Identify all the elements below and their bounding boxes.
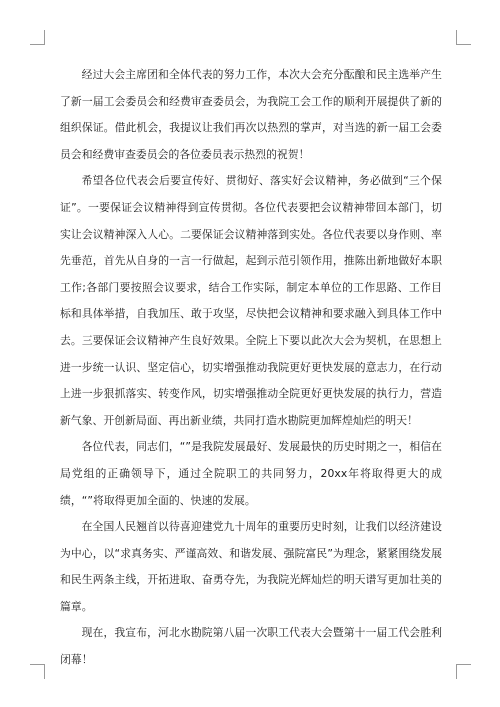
crop-mark-bottom-right bbox=[456, 664, 471, 679]
crop-mark-bottom-left bbox=[30, 664, 45, 679]
paragraph-election-result: 经过大会主席团和全体代表的努力工作，本次大会充分酝酿和民主选举产生了新一届工会委员会和经费审查委员会，为我院工会工作的顺利开展提供了新的组织保证。借此机会，我提议让我们再次以热烈的掌声，对当选的新一届工会委员会和经费审查委员会的各位委员表示热烈的祝贺！ bbox=[60, 68, 442, 161]
paragraph-three-guarantees: 希望各位代表会后要宣传好、贯彻好、落实好会议精神，务必做到“三个保证”。一要保证会议精神得到宣传贯彻。各位代表要把会议精神带回本部门，切实让会议精神深入人心。二要保证会议精神落到实处。各位代表要以身作则、率先垂范，首先从自身的一言一行做起，起到示范引领作用，推陈出新地做好本职工作;各部门要按照会议要求，结合工作实际，制定本单位的工作思路、工作目标和具体举措，自我加压、敢于攻坚，尽快把会议精神和要求融入到具体工作中去。三要保证会议精神产生良好效果。全院上下要以此次大会为契机，在思想上进一步统一认识、坚定信心，切实增强推动我院更好更快发展的意志力，在行动上进一步狠抓落实、转变作风，切实增强推动全院更好更快发展的执行力，营造新气象、开创新局面、再出新业绩，共同打造水勘院更加辉煌灿烂的明天！ bbox=[60, 174, 442, 427]
paragraph-closing-announcement: 现在，我宣布，河北水勘院第八届一次职工代表大会暨第十一届工代会胜利闭幕！ bbox=[60, 626, 442, 667]
paragraph-anniversary-call: 在全国人民翘首以待喜迎建党九十周年的重要历史时刻，让我们以经济建设为中心，以“求真务实、严谨高效、和谐发展、强院富民”为理念，紧紧围绕发展和民生两条主线，开拓进取、奋勇夺先，为我院光辉灿烂的明天谱写更加壮美的篇章。 bbox=[60, 520, 442, 613]
document-body bbox=[60, 62, 442, 674]
crop-mark-top-right bbox=[456, 30, 471, 45]
crop-mark-top-left bbox=[30, 30, 45, 45]
paragraph-development-outlook: 各位代表，同志们，“”是我院发展最好、发展最快的历史时期之一，相信在局党组的正确领导下，通过全院职工的共同努力，20xx年将取得更大的成绩，“”将取得更加全面的、快速的发展。 bbox=[60, 440, 442, 507]
